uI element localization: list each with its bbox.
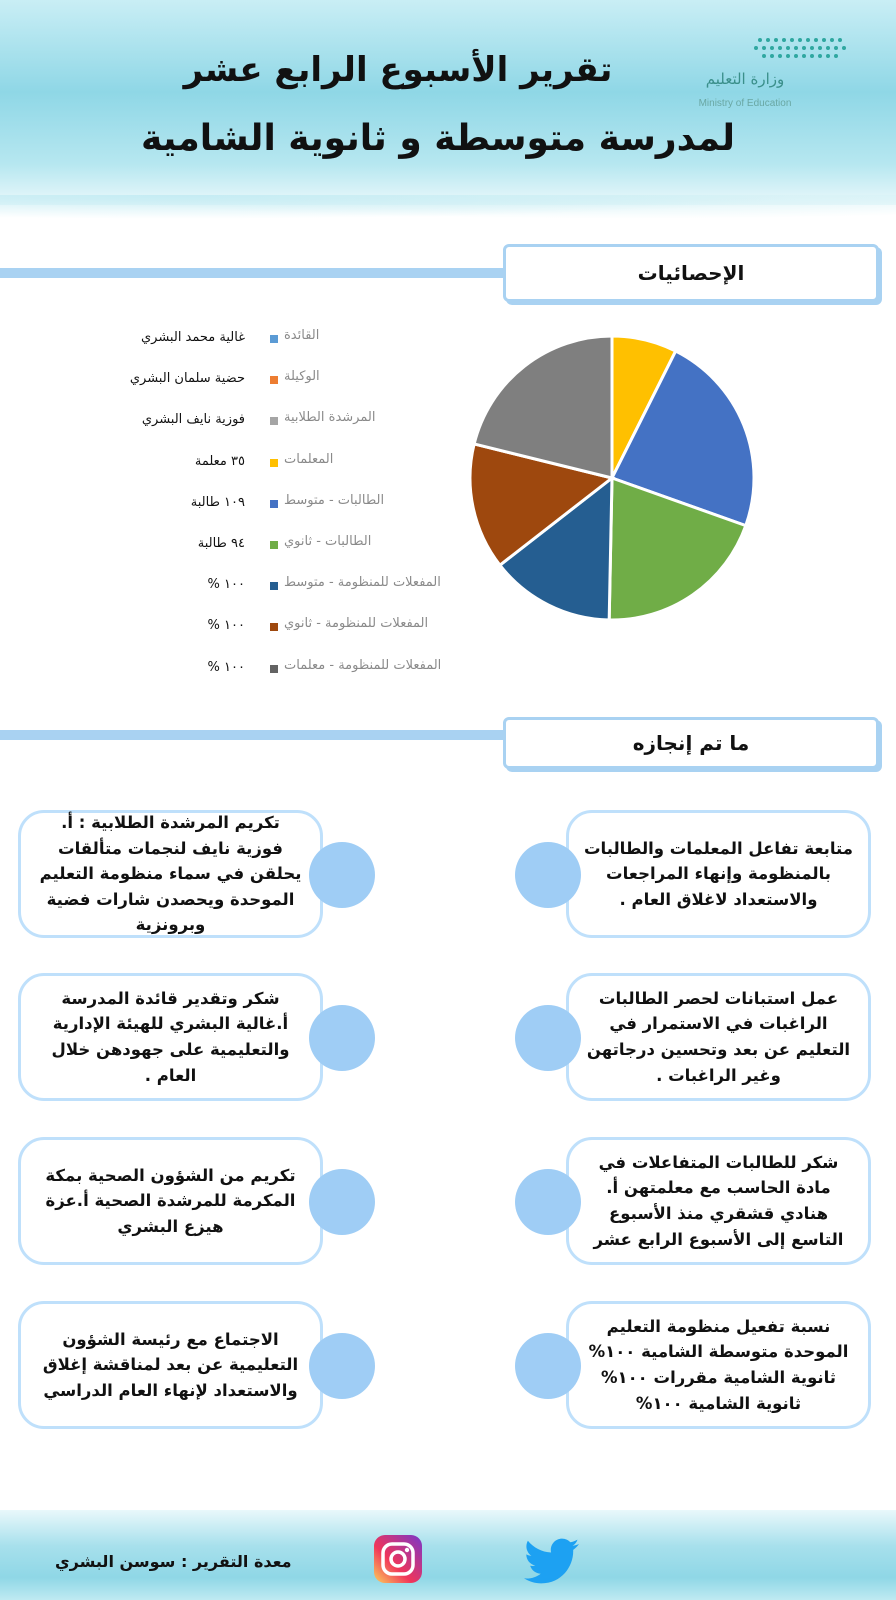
- legend-row: [100, 330, 480, 360]
- bullet-circle: [515, 1169, 581, 1235]
- legend-label: الوكيلة: [284, 369, 320, 385]
- achievement-text: عمل استبانات لحصر الطالبات الراغبات في الاستمرار في التعليم عن بعد وتحسين درجاتهن وغير الراغبات .: [586, 988, 851, 1085]
- achievement-text: الاجتماع مع رئيسة الشؤون التعليمية عن بعد لمناقشة إغلاق والاستعداد لإنهاء العام الدراسي: [42, 1329, 299, 1400]
- achievement-text: تكريم المرشدة الطلابية : أ. فوزية نايف لنجمات متألقات يحلقن في سماء منظومة التعليم الموحدة ويحصدن شارات فضية وبرونزية: [39, 813, 302, 935]
- legend-label: المرشدة الطلابية: [284, 410, 376, 426]
- achievement-card: [566, 1137, 871, 1265]
- achievements-divider: [0, 730, 510, 740]
- achievement-card: [18, 810, 323, 938]
- legend-row: [100, 657, 480, 690]
- achievement-card: [566, 810, 871, 938]
- legend-label: المفعلات للمنظومة - ثانوي: [284, 616, 429, 632]
- legend-value: ١٠٠ %: [207, 659, 245, 675]
- report-title: تقرير الأسبوع الرابع عشر: [183, 50, 613, 90]
- logo-arabic-text: وزارة التعليم: [705, 70, 785, 88]
- achievement-card: [566, 973, 871, 1101]
- legend-row: [100, 536, 480, 566]
- logo-dots-icon: [750, 32, 850, 64]
- achievement-card: [18, 1301, 323, 1429]
- legend-label: المفعلات للمنظومة - معلمات: [284, 657, 442, 673]
- legend-label: الطالبات - ثانوي: [284, 534, 372, 549]
- achievement-card: [18, 973, 323, 1101]
- achievements-section-title: ما تم إنجازه: [503, 717, 879, 769]
- legend-value: فوزية نايف البشري: [141, 412, 245, 428]
- legend-value: ١٠٠ %: [207, 577, 245, 593]
- legend-row: [100, 577, 480, 607]
- ministry-logo: [690, 26, 870, 116]
- report-author: معدة التقرير : سوسن البشري: [55, 1552, 292, 1571]
- legend-label: القائدة: [284, 328, 320, 343]
- achievement-text: نسبة تفعيل منظومة التعليم الموحدة متوسطة الشامية ١٠٠% ثانوية الشامية مقررات ١٠٠% ثانوية الشامية ١٠٠%: [588, 1316, 849, 1413]
- legend-row: [100, 412, 480, 442]
- bullet-circle: [515, 1333, 581, 1399]
- legend-swatch: [270, 459, 278, 467]
- bullet-circle: [309, 1005, 375, 1071]
- logo-english-text: Ministry of Education: [698, 98, 792, 109]
- legend-swatch: [270, 665, 278, 673]
- achievement-text: شكر للطالبات المتفاعلات في مادة الحاسب مع معلمتهن أ. هنادي قشقري منذ الأسبوع التاسع إلى الأسبوع الرابع عشر: [593, 1152, 844, 1249]
- achievement-text: متابعة تفاعل المعلمات والطالبات بالمنظومة وإنهاء المراجعات والاستعداد لاغلاق العام .: [583, 838, 854, 909]
- legend-swatch: [270, 623, 278, 631]
- stats-divider: [0, 268, 510, 278]
- legend-value: غالية محمد البشري: [140, 330, 245, 345]
- legend-value: ١٠٠ %: [207, 618, 245, 634]
- bullet-circle: [515, 842, 581, 908]
- achievement-text: شكر وتقدير قائدة المدرسة أ.غالية البشري للهيئة الإدارية والتعليمية على جهودهن خلال العام .: [51, 988, 290, 1085]
- stats-section-title: الإحصائيات: [503, 244, 879, 302]
- twitter-icon[interactable]: [524, 1538, 580, 1584]
- stats-pie-chart: [462, 328, 762, 628]
- achievement-card: [18, 1137, 323, 1265]
- achievement-text: تكريم من الشؤون الصحية بمكة المكرمة للمرشدة الصحية أ.عزة هيزع البشري: [45, 1165, 296, 1236]
- legend-swatch: [270, 376, 278, 384]
- legend-label: المعلمات: [284, 451, 334, 467]
- legend-value: ١٠٩ طالبة: [190, 494, 245, 510]
- bullet-circle: [309, 1333, 375, 1399]
- legend-value: ٣٥ معلمة: [194, 453, 245, 469]
- bullet-circle: [309, 842, 375, 908]
- school-name: لمدرسة متوسطة و ثانوية الشامية: [140, 118, 736, 159]
- bullet-circle: [309, 1169, 375, 1235]
- legend-swatch: [270, 335, 278, 343]
- legend-swatch: [270, 500, 278, 508]
- legend-label: الطالبات - متوسط: [284, 492, 385, 508]
- legend-row: [100, 492, 480, 525]
- bullet-circle: [515, 1005, 581, 1071]
- legend-swatch: [270, 541, 278, 549]
- instagram-icon[interactable]: [374, 1535, 422, 1583]
- legend-label: المفعلات للمنظومة - متوسط: [284, 575, 441, 591]
- legend-row: [100, 618, 480, 648]
- legend-value: ٩٤ طالبة: [197, 536, 245, 551]
- legend-value: حضية سلمان البشري: [129, 371, 245, 387]
- achievement-card: [566, 1301, 871, 1429]
- legend-row: [100, 451, 480, 484]
- legend-row: [100, 371, 480, 401]
- legend-swatch: [270, 417, 278, 425]
- legend-swatch: [270, 582, 278, 590]
